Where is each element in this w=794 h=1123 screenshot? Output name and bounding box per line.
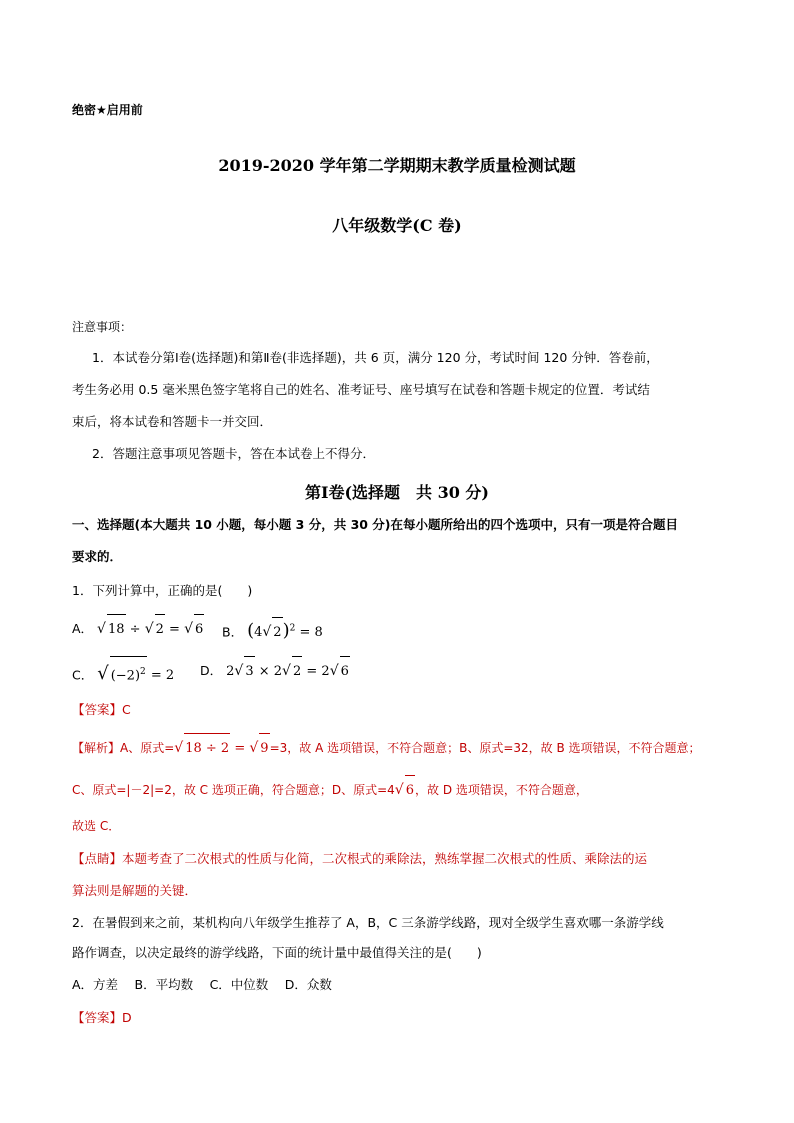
analysis-text-1b: =3，故 A 选项错误，不符合题意；B、原式=32，故 B 选项错误，不符合题意；: [269, 741, 701, 755]
notice-item-1-line-1: 1．本试卷分第Ⅰ卷(选择题)和第Ⅱ卷(非选择题)，共 6 页，满分 120 分，考试时间 120 分钟．答卷前，: [92, 350, 659, 365]
answer-tag: 【答案】: [72, 702, 123, 717]
q1-comment-line-2: 算法则是解题的关键．: [72, 883, 198, 898]
section-instruction-line-1: 一、选择题(本大题共 10 小题，每小题 3 分，共 30 分)在每小题所给出的四个选项中，只有一项是符合题目: [72, 517, 679, 532]
q1-option-a: [72, 614, 204, 645]
q1-option-c: [72, 656, 174, 691]
option-c-formula: √ $(-2)^2 = 2$: [97, 668, 174, 683]
answer-tag: 【答案】: [72, 1010, 123, 1025]
confidential-label: 绝密★启用前: [72, 103, 143, 117]
notice-heading: 注意事项：: [72, 320, 133, 334]
option-c-label: C．: [72, 667, 94, 683]
analysis-formula-1: √ 18 ÷ 2 = √ 9: [174, 741, 269, 756]
analysis-text-2b: ，故 D 选项错误，不符合题意，: [415, 783, 588, 797]
q1-analysis-line-2: [72, 775, 588, 806]
comment-tag: 【点睛】: [72, 851, 123, 866]
answer-value: D: [122, 1010, 132, 1025]
analysis-text-2a: C、原式=|－2|=2，故 C 选项正确，符合题意；D、原式=4: [72, 783, 395, 797]
option-d-formula: 2√ 3 × 2√ 2 = 2√ 6: [226, 664, 350, 679]
exam-subtitle: 八年级数学(C 卷): [332, 216, 462, 235]
q1-stem: 1．下列计算中，正确的是( ): [72, 583, 253, 598]
q2-options: A．方差 B．平均数 C．中位数 D．众数: [72, 977, 332, 992]
q1-answer: [72, 695, 131, 725]
q2-stem-line-1: 2．在暑假到来之前，某机构向八年级学生推荐了 A，B，C 三条游学线路，现对全级学生喜欢哪一条游学线: [72, 915, 664, 930]
option-b-label: B．: [222, 624, 244, 640]
q1-option-b: [222, 614, 323, 648]
section-instruction-line-2: 要求的．: [72, 549, 123, 564]
notice-item-1-line-2: 考生务必用 0.5 毫米黑色签字笔将自己的姓名、准考证号、座号填写在试卷和答题卡规定的位置．考试结: [72, 382, 650, 397]
analysis-tag: 【解析】: [72, 741, 121, 755]
q2-stem-line-2: 路作调查，以决定最终的游学线路，下面的统计量中最值得关注的是( ): [72, 945, 482, 960]
section-title: 第Ⅰ卷(选择题 共 30 分): [304, 483, 490, 502]
q1-option-d: [200, 656, 350, 687]
notice-item-2: 2．答题注意事项见答题卡，答在本试卷上不得分．: [92, 446, 375, 461]
q2-answer: [72, 1003, 132, 1033]
q1-analysis-line-1: [72, 733, 701, 764]
option-d-label: D．: [200, 663, 223, 678]
exam-title: 2019-2020 学年第二学期期末教学质量检测试题: [218, 156, 576, 175]
answer-value: C: [122, 702, 131, 717]
option-b-formula: (4√ 2)$^2$ = 8: [247, 625, 323, 640]
comment-text-1: 本题考查了二次根式的性质与化简，二次根式的乘除法，熟练掌握二次根式的性质、乘除法的运: [122, 851, 648, 866]
analysis-text-1a: A、原式=: [120, 741, 175, 755]
option-a-label: A．: [72, 621, 94, 636]
analysis-formula-2: √ 6: [395, 783, 415, 798]
q1-comment-line-1: [72, 844, 647, 874]
notice-item-1-line-3: 束后，将本试卷和答题卡一并交回．: [72, 414, 273, 429]
q1-analysis-line-3: 故选 C．: [72, 819, 121, 833]
option-a-formula: √ 18 ÷ √ 2 = √ 6: [97, 622, 204, 637]
